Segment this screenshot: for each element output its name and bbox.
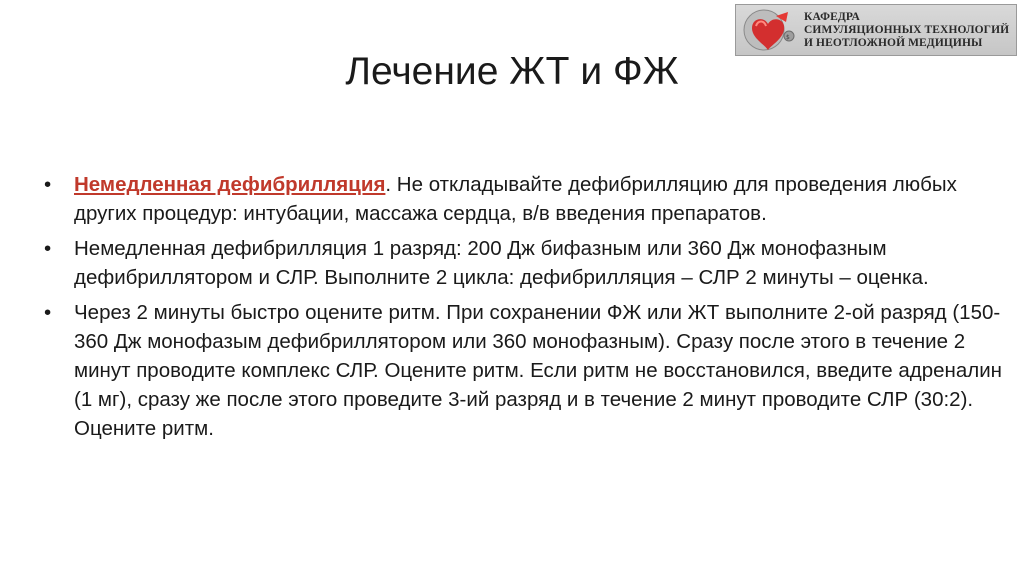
bullet-icon: • [44,301,52,324]
logo-line-1: КАФЕДРА [804,11,860,23]
bullet-item-rhythm-check [44,298,1004,443]
highlight-phrase: Немедленная дефибрилляция [74,173,386,196]
bullet-text: Немедленная дефибрилляция 1 разряд: 200 Дж бифазным или 360 Дж монофазным дефибриллятором и СЛР. Выполните 2 цикла: дефибрилляция – СЛР 2 минуты – оценка. [74,237,929,289]
logo-text [804,11,1009,50]
bullet-item-immediate-defibrillation [44,170,1004,228]
bullet-item-first-shock [44,234,1004,292]
bullet-icon: • [44,173,52,196]
slide-title: Лечение ЖТ и ФЖ [345,50,679,93]
bullet-text: . Не откладывайте дефибрилляцию для проведения любых других процедур: интубации, массажа сердца, в/в введения препаратов. [74,173,957,225]
heart-emblem-icon [742,8,798,52]
bullet-icon: • [44,237,52,260]
svg-text:$: $ [786,34,790,41]
logo-line-2: СИМУЛЯЦИОННЫХ ТЕХНОЛОГИЙ [804,24,1010,36]
logo-line-3: И НЕОТЛОЖНОЙ МЕДИЦИНЫ [804,37,983,49]
bullet-text: Через 2 минуты быстро оцените ритм. При сохранении ФЖ или ЖТ выполните 2-ой разряд (150-360 Дж монофазым дефибриллятором или 360 монофазным). Сразу после этого в течение 2 минут проводите комплекс СЛР. Оцените ритм. Если ритм не восстановился, введите адреналин (1 мг), сразу же после этого проведите 3-ий разряд и в течение 2 минут проводите СЛР (30:2). Оцените ритм. [74,301,1002,440]
bullet-list [44,170,1004,449]
